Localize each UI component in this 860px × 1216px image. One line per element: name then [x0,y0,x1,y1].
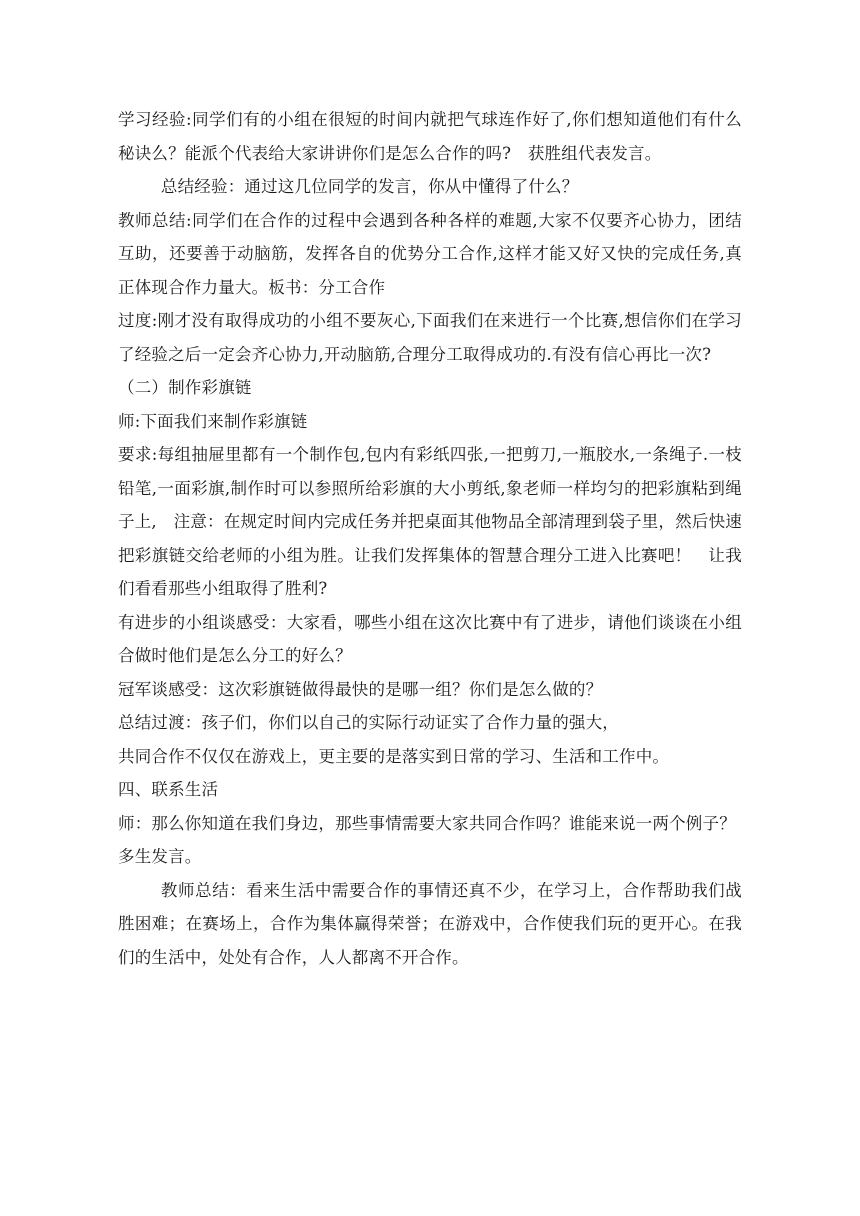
paragraph-transition: 过度:刚才没有取得成功的小组不要灰心,下面我们在来进行一个比赛,想信你们在学习了经验之后一定会齐心协力,开动脑筋,合理分工取得成功的.有没有信心再比一次? [118,311,742,364]
section-heading-connect-life: 四、联系生活 [118,780,219,799]
paragraph-final-summary: 教师总结：看来生活中需要合作的事情还真不少，在学习上，合作帮助我们战胜困难；在赛场上，合作为集体赢得荣誉；在游戏中，合作使我们玩的更开心。在我们的生活中，处处有合作，人人都离不开合作。 [118,880,742,967]
paragraph-champion: 冠军谈感受：这次彩旗链做得最快的是哪一组？你们是怎么做的？ [118,679,603,699]
section-heading-make-flag-chain: （二）制作彩旗链 [118,378,252,397]
paragraph-requirements: 要求:每组抽屉里都有一个制作包,包内有彩纸四张,一把剪刀,一瓶胶水,一条绳子.一枝铅笔,一面彩旗,制作时可以参照所给彩旗的大小剪纸,象老师一样均匀的把彩旗粘到绳子上, 注意：在规定时间内完成任务并把桌面其他物品全部清理到袋子里，然后快速把彩旗链交给老师的小组为胜。让我们发挥集体的智慧合理分工进入比赛吧！ 让我们看看那些小组取得了胜利? [118,445,742,598]
paragraph-progress-group: 有进步的小组谈感受：大家看，哪些小组在这次比赛中有了进步，请他们谈谈在小组合做时他们是怎么分工的好么？ [118,612,742,665]
paragraph-summary-experience: 总结经验：通过这几位同学的发言，你从中懂得了什么？ [160,177,579,196]
paragraph-teacher-summary: 教师总结:同学们在合作的过程中会遇到各种各样的难题,大家不仅要齐心协力，团结互助，还要善于动脑筋，发挥各自的优势分工合作,这样才能又好又快的完成任务,真正体现合作力量大。板书：分工合作 [118,210,742,297]
paragraph-teacher-question: 师：那么你知道在我们身边，那些事情需要大家共同合作吗？谁能来说一两个例子？ [118,813,736,833]
paragraph-summary-transition: 总结过渡：孩子们，你们以自己的实际行动证实了合作力量的强大， [118,713,619,732]
document-body [118,103,742,974]
paragraph-students-speak: 多生发言。 [118,847,202,866]
paragraph-teacher-instruction: 师:下面我们来制作彩旗链 [118,411,308,431]
paragraph-cooperation: 共同合作不仅仅在游戏上，更主要的是落实到日常的学习、生活和工作中。 [118,746,670,766]
paragraph-learning-experience: 学习经验:同学们有的小组在很短的时间内就把气球连作好了,你们想知道他们有什么秘诀么？能派个代表给大家讲讲你们是怎么合作的吗? 获胜组代表发言。 [118,110,742,163]
